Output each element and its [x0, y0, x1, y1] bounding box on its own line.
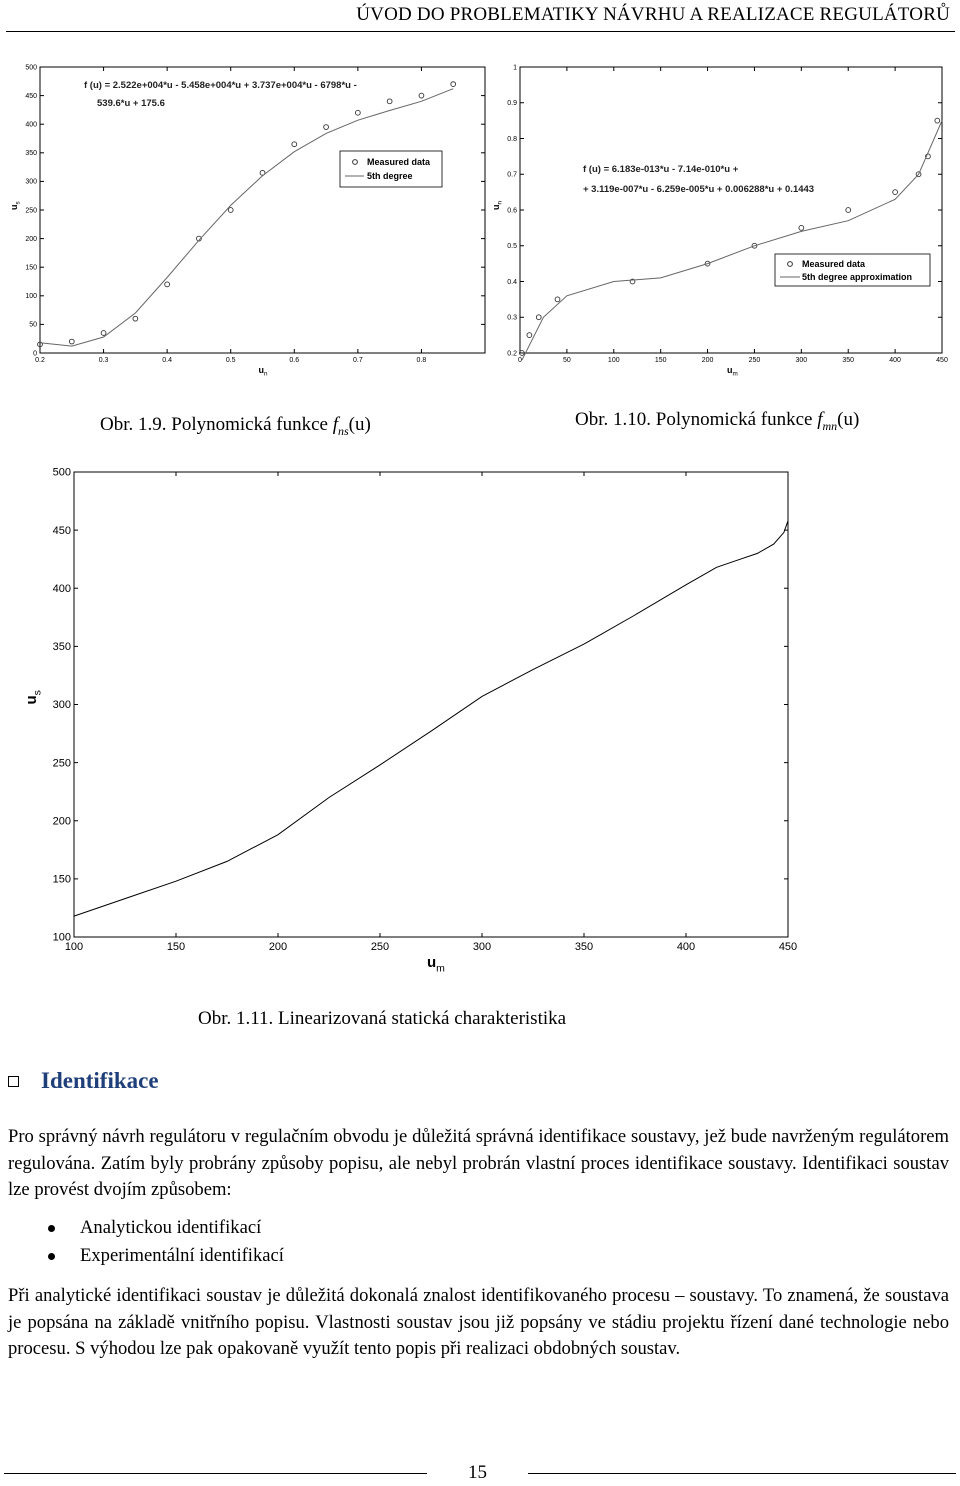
- list-item: Experimentální identifikací: [48, 1242, 284, 1270]
- x-tick-label: 400: [889, 357, 901, 364]
- y-tick-label: 0.4: [507, 278, 517, 286]
- y-tick-label: 200: [52, 815, 71, 828]
- x-axis-label: $u_n$: [258, 365, 268, 378]
- x-tick-label: 0.3: [98, 357, 109, 364]
- y-tick-label: 0.5: [507, 243, 517, 251]
- y-tick-label: 0.2: [507, 350, 517, 358]
- equation-line-1: f (u) = 2.522e+004*u - 5.458e+004*u + 3.737e+004*u - 6798*u -: [84, 80, 357, 91]
- x-tick-label: 200: [268, 941, 288, 953]
- x-tick-label: 400: [676, 941, 696, 953]
- y-tick-label: 250: [52, 757, 71, 770]
- paragraph-intro: Pro správný návrh regulátoru v regulačním obvodu je důležitá správná identifikace soustavy, jež bude navrženým regulátorem regulována. Zatím byly probrány způsoby popisu, ale nebyl probrán vlastní proces identifikace soustavy. Identifikaci soustav lze provést dvojím způsobem:: [8, 1126, 949, 1200]
- equation-line-2: 539.6*u + 175.6: [97, 98, 165, 109]
- y-axis-label: $u_s$: [9, 201, 22, 210]
- legend-entry: Measured data: [802, 259, 866, 269]
- y-tick-label: 0.7: [507, 171, 517, 179]
- x-tick-label: 350: [574, 941, 594, 953]
- y-tick-label: 350: [25, 150, 37, 158]
- header-divider: [6, 31, 955, 32]
- y-axis-label: $u_s$: [23, 690, 44, 705]
- y-tick-label: 500: [25, 64, 37, 72]
- x-tick-label: 450: [778, 941, 798, 953]
- x-axis-label: $u_m$: [427, 954, 445, 975]
- checkbox-bullet-icon: [8, 1076, 19, 1087]
- x-tick-label: 150: [654, 357, 667, 364]
- x-tick-label: 100: [607, 357, 620, 364]
- x-tick-label: 350: [842, 357, 855, 364]
- equation-line-2: + 3.119e-007*u - 6.259e-005*u + 0.006288*u + 0.1443: [583, 184, 815, 195]
- plot-frame: [74, 472, 788, 937]
- bullet-icon: [48, 1253, 55, 1260]
- y-tick-label: 200: [25, 235, 37, 243]
- legend-entry: 5th degree: [367, 171, 413, 181]
- figure-1-9-chart: [0, 55, 490, 390]
- figure-1-11-caption: Obr. 1.11. Linearizovaná statická charakteristika: [198, 1008, 567, 1029]
- x-tick-label: 100: [64, 941, 84, 953]
- legend-entry: Measured data: [367, 157, 431, 167]
- running-header: ÚVOD DO PROBLEMATIKY NÁVRHU A REALIZACE REGULÁTORŮ: [356, 4, 950, 25]
- y-tick-label: 100: [25, 293, 37, 301]
- y-tick-label: 400: [25, 121, 37, 129]
- x-axis-label: $u_m$: [727, 365, 738, 378]
- x-tick-label: 0: [518, 357, 522, 364]
- y-tick-label: 450: [52, 524, 71, 537]
- y-tick-label: 350: [52, 641, 71, 654]
- y-axis-label: $u_n$: [491, 200, 504, 210]
- figure-1-9-caption: Obr. 1.9. Polynomická funkce $f_{ns}(u)$: [100, 414, 371, 438]
- y-tick-label: 0.8: [507, 135, 517, 143]
- y-tick-label: 300: [25, 178, 37, 186]
- plot-frame: [520, 67, 942, 353]
- x-tick-label: 0.5: [225, 357, 236, 364]
- legend-entry: 5th degree approximation: [802, 272, 913, 282]
- x-tick-label: 150: [166, 941, 186, 953]
- bullet-list: [48, 1214, 284, 1270]
- x-tick-label: 200: [701, 357, 714, 364]
- y-tick-label: 0.3: [507, 314, 517, 322]
- bullet-icon: [48, 1225, 55, 1232]
- x-tick-label: 0.8: [416, 357, 427, 364]
- footer-rule-left: [4, 1473, 427, 1474]
- y-tick-label: 0.6: [507, 207, 517, 215]
- y-tick-label: 300: [52, 699, 71, 712]
- y-tick-label: 0: [33, 350, 37, 358]
- figure-1-10-chart: [490, 55, 955, 390]
- legend: [340, 151, 442, 187]
- y-tick-label: 250: [25, 207, 37, 215]
- y-tick-label: 50: [29, 321, 37, 329]
- y-tick-label: 150: [52, 873, 71, 886]
- legend: [775, 254, 930, 286]
- x-tick-label: 300: [795, 357, 808, 364]
- x-tick-label: 0.7: [352, 357, 363, 364]
- list-item: Analytickou identifikací: [48, 1214, 284, 1242]
- section-title: Identifikace: [41, 1068, 159, 1093]
- x-tick-label: 250: [748, 357, 761, 364]
- x-tick-label: 0.6: [289, 357, 300, 364]
- y-tick-label: 150: [25, 264, 37, 272]
- x-tick-label: 450: [936, 357, 948, 364]
- y-tick-label: 400: [52, 582, 71, 595]
- x-tick-label: 0.4: [162, 357, 173, 364]
- paragraph-analytic: Při analytické identifikaci soustav je důležitá dokonalá znalost identifikovaného procesu – soustavy. To znamená, že soustava je popsána na základě vnitřního popisu. Vlastnosti soustav jsou již popsány ve stádiu projektu řízení dané technologie nebo procesu. S výhodou lze pak opakovaně využít tento popis při realizaci obdobných soustav.: [8, 1285, 949, 1359]
- y-tick-label: 450: [25, 92, 37, 100]
- x-tick-label: 50: [562, 357, 571, 364]
- page-number: 15: [468, 1462, 487, 1483]
- y-tick-label: 0.9: [507, 100, 517, 108]
- y-tick-label: 1: [513, 64, 517, 72]
- footer-rule-right: [528, 1473, 956, 1474]
- equation-line-1: f (u) = 6.183e-013*u - 7.14e-010*u +: [583, 164, 739, 175]
- x-tick-label: 250: [370, 941, 390, 953]
- plot-frame: [40, 67, 485, 353]
- figure-1-11-chart: [0, 455, 830, 985]
- x-tick-label: 0.2: [35, 357, 45, 364]
- x-tick-label: 300: [472, 941, 492, 953]
- section-heading: [8, 1068, 159, 1094]
- y-tick-label: 500: [52, 466, 71, 479]
- y-tick-label: 100: [52, 931, 71, 944]
- figure-1-10-caption: Obr. 1.10. Polynomická funkce $f_{mn}(u)$: [575, 409, 860, 433]
